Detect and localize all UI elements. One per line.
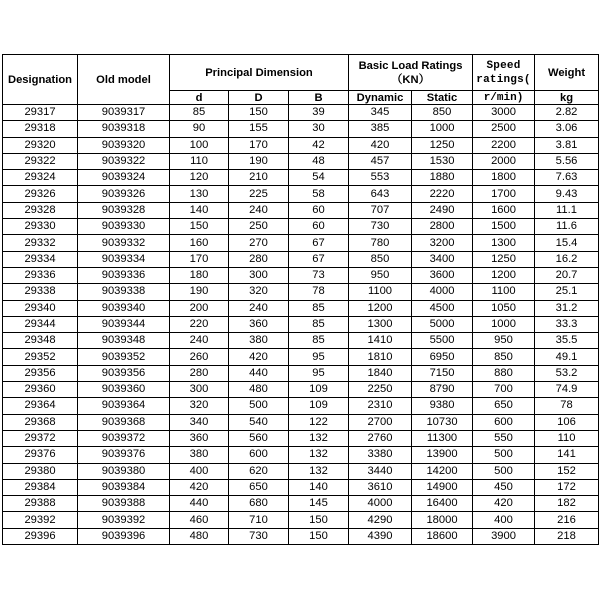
static-cell: 14900	[412, 479, 473, 495]
dynamic-cell: 420	[349, 137, 412, 153]
static-cell: 9380	[412, 398, 473, 414]
header-dynamic: Dynamic	[349, 91, 412, 105]
designation-cell: 29317	[3, 105, 78, 121]
dynamic-cell: 345	[349, 105, 412, 121]
b-cell: 67	[289, 251, 349, 267]
table-row	[3, 235, 599, 251]
designation-cell: 29364	[3, 398, 78, 414]
outer-d-cell: 155	[229, 121, 289, 137]
d-cell: 170	[170, 251, 229, 267]
speed-label-cont: ratings(	[476, 73, 531, 86]
b-cell: 140	[289, 479, 349, 495]
speed-cell: 1600	[473, 202, 535, 218]
d-cell: 260	[170, 349, 229, 365]
dynamic-cell: 3610	[349, 479, 412, 495]
designation-cell: 29348	[3, 333, 78, 349]
dynamic-cell: 2310	[349, 398, 412, 414]
old-model-cell: 9039324	[78, 170, 170, 186]
outer-d-cell: 240	[229, 202, 289, 218]
weight-cell: 35.5	[535, 333, 599, 349]
designation-cell: 29368	[3, 414, 78, 430]
old-model-cell: 9039388	[78, 496, 170, 512]
b-cell: 109	[289, 382, 349, 398]
speed-label: Speed	[486, 59, 521, 72]
old-model-cell: 9039392	[78, 512, 170, 528]
dynamic-cell: 4290	[349, 512, 412, 528]
weight-cell: 11.6	[535, 219, 599, 235]
old-model-cell: 9039360	[78, 382, 170, 398]
table-row	[3, 398, 599, 414]
speed-cell: 420	[473, 496, 535, 512]
outer-d-cell: 190	[229, 153, 289, 169]
d-cell: 240	[170, 333, 229, 349]
dynamic-cell: 643	[349, 186, 412, 202]
speed-cell: 2000	[473, 153, 535, 169]
speed-cell: 1250	[473, 251, 535, 267]
weight-cell: 16.2	[535, 251, 599, 267]
d-cell: 100	[170, 137, 229, 153]
d-cell: 90	[170, 121, 229, 137]
speed-cell: 1200	[473, 267, 535, 283]
designation-cell: 29336	[3, 267, 78, 283]
outer-d-cell: 150	[229, 105, 289, 121]
weight-cell: 53.2	[535, 365, 599, 381]
outer-d-cell: 360	[229, 316, 289, 332]
dynamic-cell: 2700	[349, 414, 412, 430]
old-model-cell: 9039384	[78, 479, 170, 495]
d-cell: 120	[170, 170, 229, 186]
weight-cell: 33.3	[535, 316, 599, 332]
weight-cell: 216	[535, 512, 599, 528]
static-cell: 3200	[412, 235, 473, 251]
b-cell: 60	[289, 219, 349, 235]
static-cell: 2220	[412, 186, 473, 202]
dynamic-cell: 780	[349, 235, 412, 251]
old-model-cell: 9039317	[78, 105, 170, 121]
old-model-cell: 9039368	[78, 414, 170, 430]
designation-cell: 29380	[3, 463, 78, 479]
d-cell: 400	[170, 463, 229, 479]
table-row	[3, 219, 599, 235]
speed-cell: 650	[473, 398, 535, 414]
old-model-cell: 9039380	[78, 463, 170, 479]
static-cell: 3400	[412, 251, 473, 267]
b-cell: 60	[289, 202, 349, 218]
b-cell: 132	[289, 430, 349, 446]
table-row	[3, 170, 599, 186]
dynamic-cell: 2250	[349, 382, 412, 398]
b-cell: 54	[289, 170, 349, 186]
speed-cell: 850	[473, 349, 535, 365]
b-cell: 95	[289, 365, 349, 381]
designation-cell: 29334	[3, 251, 78, 267]
designation-cell: 29392	[3, 512, 78, 528]
outer-d-cell: 210	[229, 170, 289, 186]
old-model-cell: 9039320	[78, 137, 170, 153]
old-model-cell: 9039364	[78, 398, 170, 414]
outer-d-cell: 380	[229, 333, 289, 349]
table-row	[3, 463, 599, 479]
static-cell: 5000	[412, 316, 473, 332]
speed-cell: 450	[473, 479, 535, 495]
table-row	[3, 512, 599, 528]
table-row	[3, 284, 599, 300]
dynamic-cell: 730	[349, 219, 412, 235]
b-cell: 122	[289, 414, 349, 430]
table-row	[3, 333, 599, 349]
designation-cell: 29376	[3, 447, 78, 463]
table-row	[3, 496, 599, 512]
designation-cell: 29340	[3, 300, 78, 316]
weight-cell: 106	[535, 414, 599, 430]
table-row	[3, 430, 599, 446]
static-cell: 2490	[412, 202, 473, 218]
designation-cell: 29344	[3, 316, 78, 332]
dynamic-cell: 1300	[349, 316, 412, 332]
old-model-cell: 9039376	[78, 447, 170, 463]
d-cell: 200	[170, 300, 229, 316]
speed-cell: 3000	[473, 105, 535, 121]
d-cell: 300	[170, 382, 229, 398]
table-row	[3, 414, 599, 430]
old-model-cell: 9039396	[78, 528, 170, 544]
outer-d-cell: 600	[229, 447, 289, 463]
outer-d-cell: 710	[229, 512, 289, 528]
dynamic-cell: 1840	[349, 365, 412, 381]
static-cell: 2800	[412, 219, 473, 235]
b-cell: 73	[289, 267, 349, 283]
outer-d-cell: 560	[229, 430, 289, 446]
outer-d-cell: 500	[229, 398, 289, 414]
designation-cell: 29322	[3, 153, 78, 169]
header-row-primary	[3, 55, 599, 91]
designation-cell: 29352	[3, 349, 78, 365]
static-cell: 8790	[412, 382, 473, 398]
dynamic-cell: 1410	[349, 333, 412, 349]
outer-d-cell: 270	[229, 235, 289, 251]
weight-cell: 20.7	[535, 267, 599, 283]
weight-cell: 3.81	[535, 137, 599, 153]
weight-cell: 5.56	[535, 153, 599, 169]
dynamic-cell: 4000	[349, 496, 412, 512]
old-model-cell: 9039326	[78, 186, 170, 202]
weight-cell: 7.63	[535, 170, 599, 186]
weight-cell: 172	[535, 479, 599, 495]
d-cell: 340	[170, 414, 229, 430]
d-cell: 190	[170, 284, 229, 300]
static-cell: 850	[412, 105, 473, 121]
header-designation: Designation	[3, 55, 78, 105]
static-cell: 1250	[412, 137, 473, 153]
d-cell: 360	[170, 430, 229, 446]
b-cell: 85	[289, 300, 349, 316]
speed-cell: 550	[473, 430, 535, 446]
b-cell: 132	[289, 447, 349, 463]
old-model-cell: 9039340	[78, 300, 170, 316]
old-model-cell: 9039352	[78, 349, 170, 365]
load-ratings-label: Basic Load Ratings	[358, 59, 463, 72]
table-row	[3, 316, 599, 332]
header-old-model: Old model	[78, 55, 170, 105]
table-row	[3, 382, 599, 398]
b-cell: 150	[289, 512, 349, 528]
d-cell: 85	[170, 105, 229, 121]
static-cell: 5500	[412, 333, 473, 349]
static-cell: 6950	[412, 349, 473, 365]
old-model-cell: 9039334	[78, 251, 170, 267]
static-cell: 10730	[412, 414, 473, 430]
static-cell: 1530	[412, 153, 473, 169]
dynamic-cell: 385	[349, 121, 412, 137]
b-cell: 85	[289, 316, 349, 332]
weight-cell: 110	[535, 430, 599, 446]
speed-cell: 600	[473, 414, 535, 430]
old-model-cell: 9039348	[78, 333, 170, 349]
designation-cell: 29356	[3, 365, 78, 381]
static-cell: 14200	[412, 463, 473, 479]
designation-cell: 29318	[3, 121, 78, 137]
table-row	[3, 528, 599, 544]
load-ratings-unit: （KN）	[391, 73, 430, 86]
d-cell: 220	[170, 316, 229, 332]
old-model-cell: 9039336	[78, 267, 170, 283]
weight-cell: 15.4	[535, 235, 599, 251]
designation-cell: 29388	[3, 496, 78, 512]
speed-cell: 1100	[473, 284, 535, 300]
table-row	[3, 365, 599, 381]
speed-cell: 2200	[473, 137, 535, 153]
dynamic-cell: 3380	[349, 447, 412, 463]
bearing-spec-table	[2, 54, 599, 545]
dynamic-cell: 3440	[349, 463, 412, 479]
header-speed-ratings	[473, 55, 535, 91]
d-cell: 110	[170, 153, 229, 169]
static-cell: 18600	[412, 528, 473, 544]
speed-cell: 500	[473, 447, 535, 463]
outer-d-cell: 250	[229, 219, 289, 235]
speed-cell: 1300	[473, 235, 535, 251]
dynamic-cell: 457	[349, 153, 412, 169]
table-row	[3, 153, 599, 169]
outer-d-cell: 650	[229, 479, 289, 495]
dynamic-cell: 707	[349, 202, 412, 218]
static-cell: 11300	[412, 430, 473, 446]
d-cell: 320	[170, 398, 229, 414]
designation-cell: 29324	[3, 170, 78, 186]
speed-cell: 500	[473, 463, 535, 479]
designation-cell: 29320	[3, 137, 78, 153]
weight-cell: 31.2	[535, 300, 599, 316]
static-cell: 16400	[412, 496, 473, 512]
weight-cell: 11.1	[535, 202, 599, 218]
b-cell: 48	[289, 153, 349, 169]
static-cell: 4500	[412, 300, 473, 316]
speed-cell: 3900	[473, 528, 535, 544]
designation-cell: 29396	[3, 528, 78, 544]
old-model-cell: 9039356	[78, 365, 170, 381]
designation-cell: 29384	[3, 479, 78, 495]
b-cell: 95	[289, 349, 349, 365]
dynamic-cell: 1200	[349, 300, 412, 316]
dynamic-cell: 2760	[349, 430, 412, 446]
table-row	[3, 349, 599, 365]
designation-cell: 29326	[3, 186, 78, 202]
b-cell: 42	[289, 137, 349, 153]
old-model-cell: 9039338	[78, 284, 170, 300]
dynamic-cell: 4390	[349, 528, 412, 544]
static-cell: 7150	[412, 365, 473, 381]
outer-d-cell: 280	[229, 251, 289, 267]
table-row	[3, 121, 599, 137]
old-model-cell: 9039372	[78, 430, 170, 446]
designation-cell: 29372	[3, 430, 78, 446]
header-kg: kg	[535, 91, 599, 105]
b-cell: 150	[289, 528, 349, 544]
outer-d-cell: 300	[229, 267, 289, 283]
b-cell: 58	[289, 186, 349, 202]
outer-d-cell: 320	[229, 284, 289, 300]
static-cell: 1000	[412, 121, 473, 137]
static-cell: 18000	[412, 512, 473, 528]
weight-cell: 218	[535, 528, 599, 544]
header-d-large: D	[229, 91, 289, 105]
weight-cell: 182	[535, 496, 599, 512]
header-speed-unit: r/min)	[473, 91, 535, 105]
speed-cell: 880	[473, 365, 535, 381]
outer-d-cell: 480	[229, 382, 289, 398]
d-cell: 130	[170, 186, 229, 202]
header-static: Static	[412, 91, 473, 105]
d-cell: 440	[170, 496, 229, 512]
table-row	[3, 137, 599, 153]
dynamic-cell: 1100	[349, 284, 412, 300]
speed-cell: 2500	[473, 121, 535, 137]
table-row	[3, 251, 599, 267]
d-cell: 180	[170, 267, 229, 283]
table-body	[3, 105, 599, 545]
static-cell: 1880	[412, 170, 473, 186]
d-cell: 460	[170, 512, 229, 528]
weight-cell: 3.06	[535, 121, 599, 137]
header-d-small: d	[170, 91, 229, 105]
b-cell: 109	[289, 398, 349, 414]
weight-cell: 78	[535, 398, 599, 414]
header-principal-dimension: Principal Dimension	[170, 55, 349, 91]
old-model-cell: 9039328	[78, 202, 170, 218]
bearing-spec-table-container	[2, 54, 599, 545]
d-cell: 480	[170, 528, 229, 544]
speed-cell: 1050	[473, 300, 535, 316]
weight-cell: 141	[535, 447, 599, 463]
speed-cell: 400	[473, 512, 535, 528]
speed-cell: 1800	[473, 170, 535, 186]
weight-cell: 152	[535, 463, 599, 479]
table-row	[3, 267, 599, 283]
old-model-cell: 9039318	[78, 121, 170, 137]
weight-cell: 2.82	[535, 105, 599, 121]
designation-cell: 29332	[3, 235, 78, 251]
header-basic-load-ratings	[349, 55, 473, 91]
b-cell: 85	[289, 333, 349, 349]
d-cell: 160	[170, 235, 229, 251]
outer-d-cell: 420	[229, 349, 289, 365]
designation-cell: 29330	[3, 219, 78, 235]
speed-cell: 950	[473, 333, 535, 349]
table-row	[3, 300, 599, 316]
b-cell: 39	[289, 105, 349, 121]
header-weight: Weight	[535, 55, 599, 91]
static-cell: 13900	[412, 447, 473, 463]
dynamic-cell: 850	[349, 251, 412, 267]
weight-cell: 74.9	[535, 382, 599, 398]
table-row	[3, 202, 599, 218]
d-cell: 140	[170, 202, 229, 218]
speed-cell: 1500	[473, 219, 535, 235]
speed-cell: 700	[473, 382, 535, 398]
old-model-cell: 9039332	[78, 235, 170, 251]
header-b: B	[289, 91, 349, 105]
outer-d-cell: 620	[229, 463, 289, 479]
speed-cell: 1000	[473, 316, 535, 332]
old-model-cell: 9039330	[78, 219, 170, 235]
outer-d-cell: 540	[229, 414, 289, 430]
outer-d-cell: 240	[229, 300, 289, 316]
b-cell: 30	[289, 121, 349, 137]
d-cell: 280	[170, 365, 229, 381]
table-row	[3, 186, 599, 202]
weight-cell: 25.1	[535, 284, 599, 300]
d-cell: 420	[170, 479, 229, 495]
designation-cell: 29360	[3, 382, 78, 398]
speed-cell: 1700	[473, 186, 535, 202]
d-cell: 380	[170, 447, 229, 463]
b-cell: 78	[289, 284, 349, 300]
outer-d-cell: 170	[229, 137, 289, 153]
weight-cell: 9.43	[535, 186, 599, 202]
outer-d-cell: 730	[229, 528, 289, 544]
dynamic-cell: 1810	[349, 349, 412, 365]
b-cell: 145	[289, 496, 349, 512]
designation-cell: 29328	[3, 202, 78, 218]
dynamic-cell: 553	[349, 170, 412, 186]
old-model-cell: 9039344	[78, 316, 170, 332]
b-cell: 67	[289, 235, 349, 251]
static-cell: 3600	[412, 267, 473, 283]
dynamic-cell: 950	[349, 267, 412, 283]
outer-d-cell: 225	[229, 186, 289, 202]
table-row	[3, 479, 599, 495]
b-cell: 132	[289, 463, 349, 479]
old-model-cell: 9039322	[78, 153, 170, 169]
table-row	[3, 105, 599, 121]
weight-cell: 49.1	[535, 349, 599, 365]
outer-d-cell: 680	[229, 496, 289, 512]
d-cell: 150	[170, 219, 229, 235]
static-cell: 4000	[412, 284, 473, 300]
table-row	[3, 447, 599, 463]
designation-cell: 29338	[3, 284, 78, 300]
outer-d-cell: 440	[229, 365, 289, 381]
